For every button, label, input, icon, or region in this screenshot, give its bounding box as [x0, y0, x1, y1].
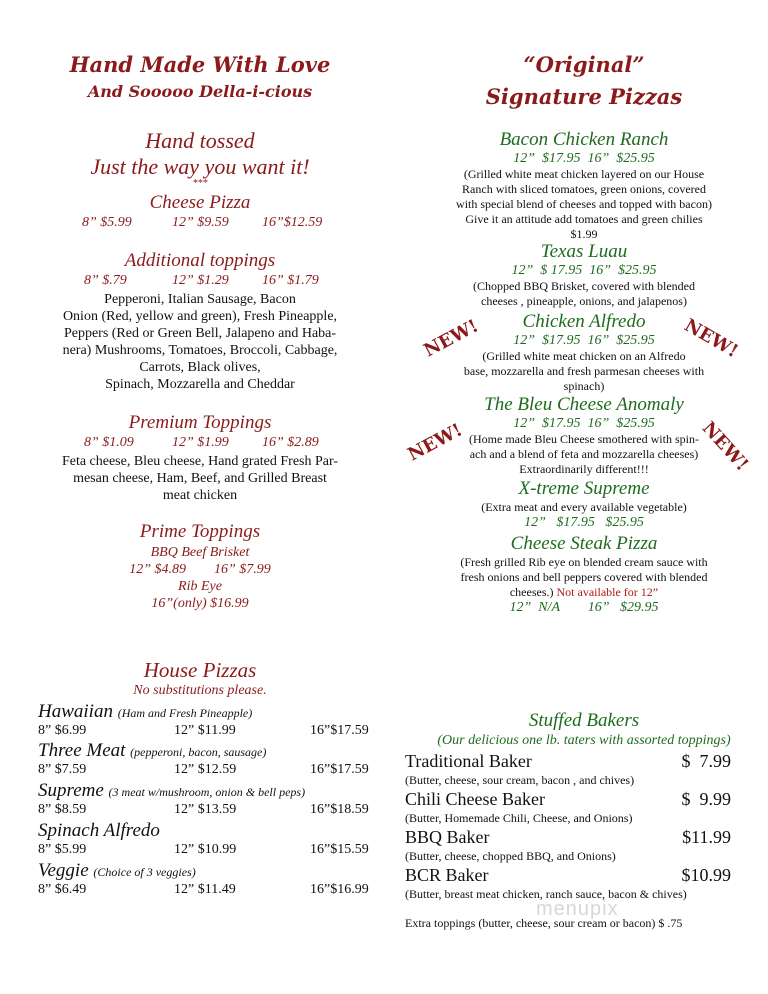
pizza-prices: 12” $17.95 16” $25.95 [513, 416, 655, 431]
premium-line: mesan cheese, Ham, Beef, and Grilled Breast [73, 471, 327, 486]
pizza-availability-note: Not available for 12” [556, 585, 659, 599]
pizza-desc-line: spinach) [563, 379, 605, 393]
house-8-price: 8” $8.59 [38, 802, 87, 817]
premium-8-price: 8” $1.09 [84, 435, 134, 450]
baker-name: BBQ Baker [405, 827, 490, 847]
baker-price: $11.99 [682, 827, 731, 847]
pizza-prices: 12” N/A 16” $29.95 [509, 600, 659, 615]
additional-line: nera) Mushrooms, Tomatoes, Broccoli, Cabbage, [62, 343, 338, 358]
signature-pizza-texas-luau [400, 241, 768, 309]
tagline-1: Hand tossed [145, 128, 255, 153]
house-16-price: 16”$16.99 [310, 882, 369, 897]
premium-toppings-title: Premium Toppings [128, 412, 272, 433]
signature-pizza-cheese-steak [400, 533, 768, 616]
house-12-price: 12” $13.59 [174, 802, 237, 817]
baker-desc: (Butter, cheese, sour cream, bacon , and chives) [405, 773, 635, 787]
additional-8-price: 8” $.79 [84, 273, 127, 288]
pizza-prices: 12” $17.95 $25.95 [524, 515, 644, 530]
house-item-name: Veggie [38, 860, 89, 881]
house-item-name: Supreme [38, 780, 104, 801]
baker-desc: (Butter, cheese, chopped BBQ, and Onions) [405, 849, 616, 863]
pizza-name: The Bleu Cheese Anomaly [484, 394, 684, 415]
prime-item-2-prices: 16”(only) $16.99 [151, 596, 249, 611]
stuffed-bakers-title: Stuffed Bakers [528, 710, 640, 731]
pizza-desc-line: Give it an attitude add tomatoes and green chilies [465, 212, 703, 226]
pizza-prices: 12” $17.95 16” $25.95 [513, 151, 655, 166]
pizza-desc-line: cheeses.) [509, 585, 554, 599]
house-item-desc: (3 meat w/mushroom, onion & bell peps) [108, 785, 306, 799]
cheese-12-price: 12” $9.59 [172, 215, 229, 230]
house-item-name: Hawaiian [38, 701, 113, 722]
cheese-pizza-title: Cheese Pizza [149, 192, 251, 213]
pizza-desc-line: (Fresh grilled Rib eye on blended cream sauce with [460, 555, 708, 569]
house-12-price: 12” $12.59 [174, 762, 237, 777]
pizza-name: Bacon Chicken Ranch [499, 129, 669, 150]
prime-item-1-prices: 12” $4.89 16” $7.99 [129, 562, 271, 577]
additional-16-price: 16” $1.79 [262, 273, 319, 288]
pizza-desc-line: (Grilled white meat chicken layered on our House [463, 167, 705, 181]
premium-line: meat chicken [162, 488, 238, 503]
house-8-price: 8” $6.99 [38, 723, 87, 738]
pizza-name: X-treme Supreme [518, 478, 650, 499]
prime-item-1: BBQ Beef Brisket [150, 545, 250, 560]
house-16-price: 16”$15.59 [310, 842, 369, 857]
additional-line: Onion (Red, yellow and green), Fresh Pineapple, [62, 309, 338, 324]
additional-line: Carrots, Black olives, [139, 360, 261, 375]
pizza-desc-line: Ranch with sliced tomatoes, green onions, covered [462, 182, 706, 196]
bakers-list [405, 751, 731, 903]
house-16-price: 16”$18.59 [310, 802, 369, 817]
prime-toppings-list [0, 544, 400, 612]
pizza-desc-line: Extraordinarily different!!! [519, 462, 649, 476]
additional-line: Pepperoni, Italian Sausage, Bacon [104, 292, 296, 307]
house-item-supreme [38, 780, 378, 820]
baker-desc: (Butter, Homemade Chili, Cheese, and Onions) [405, 811, 633, 825]
pizza-name: Texas Luau [540, 241, 628, 262]
additional-toppings-prices [0, 273, 400, 291]
house-item-desc: (pepperoni, bacon, sausage) [130, 745, 267, 759]
premium-toppings-prices [0, 435, 400, 453]
additional-toppings-title: Additional toppings [124, 250, 276, 271]
baker-name: Chili Cheese Baker [405, 789, 545, 809]
cheese-16-price: 16”$12.59 [262, 215, 323, 230]
premium-toppings-list [0, 453, 400, 504]
pizza-desc-line: (Grilled white meat chicken on an Alfredo [482, 349, 686, 363]
house-item-name: Three Meat [38, 740, 126, 761]
house-12-price: 12” $10.99 [174, 842, 237, 857]
premium-line: Feta cheese, Bleu cheese, Hand grated Fresh Par- [61, 454, 339, 469]
new-badge: NEW! [404, 419, 466, 466]
prime-item-2: Rib Eye [178, 579, 222, 594]
stars-divider: *** [192, 178, 208, 189]
house-8-price: 8” $7.59 [38, 762, 87, 777]
house-item-name: Spinach Alfredo [38, 820, 160, 841]
baker-item [405, 751, 731, 789]
house-12-price: 12” $11.99 [174, 723, 236, 738]
pizza-desc-line: (Home made Bleu Cheese smothered with spin- [469, 432, 699, 446]
tagline-2: Just the way you want it! [90, 154, 310, 179]
pizza-desc-line: base, mozzarella and fresh parmesan cheeses with [463, 364, 705, 378]
pizza-desc-line: $1.99 [570, 227, 598, 241]
house-pizzas-title: House Pizzas [143, 658, 257, 682]
house-8-price: 8” $6.49 [38, 882, 87, 897]
house-item-desc: (Choice of 3 veggies) [93, 865, 196, 879]
pizza-desc-line: ach and a blend of feta and mozzarella cheeses) [469, 447, 699, 461]
house-16-price: 16”$17.59 [310, 723, 369, 738]
baker-name: Traditional Baker [405, 751, 532, 771]
signature-pizza-bacon-chicken-ranch [400, 129, 768, 242]
pizza-desc-line: (Extra meat and every available vegetable) [481, 500, 687, 514]
pizza-desc-line: cheeses , pineapple, onions, and jalapenos) [481, 294, 687, 308]
brand-line-1: Hand Made With Love [69, 52, 331, 77]
baker-desc: (Butter, breast meat chicken, ranch sauce, bacon & chives) [405, 887, 687, 901]
house-8-price: 8” $5.99 [38, 842, 87, 857]
baker-item [405, 789, 731, 827]
new-badge: NEW! [697, 417, 753, 476]
cheese-pizza-prices [0, 215, 400, 233]
signature-heading-1: “Original” [523, 52, 645, 77]
house-item-veggie [38, 860, 378, 900]
new-badge: NEW! [680, 314, 742, 363]
additional-toppings-list [0, 291, 400, 393]
pizza-desc-line: with special blend of cheeses and topped with bacon) [456, 197, 712, 211]
stuffed-bakers-subtitle: (Our delicious one lb. taters with assorted toppings) [437, 733, 731, 748]
pizza-prices: 12” $17.95 16” $25.95 [513, 333, 655, 348]
baker-price: $ 7.99 [681, 751, 731, 771]
house-item-spinach-alfredo [38, 820, 378, 860]
pizza-desc-line: fresh onions and bell peppers covered with blended [460, 570, 708, 584]
additional-line: Spinach, Mozzarella and Cheddar [105, 377, 295, 392]
house-pizzas-subtitle: No substitutions please. [133, 683, 267, 698]
new-badge: NEW! [420, 315, 482, 362]
additional-line: Peppers (Red or Green Bell, Jalapeno and Haba- [63, 326, 337, 341]
house-item-three-meat [38, 740, 378, 780]
signature-heading-2: Signature Pizzas [485, 84, 683, 109]
pizza-name: Cheese Steak Pizza [510, 533, 658, 554]
prime-toppings-title: Prime Toppings [139, 521, 261, 542]
baker-price: $ 9.99 [681, 789, 731, 809]
baker-price: $10.99 [681, 865, 731, 885]
house-item-hawaiian [38, 701, 378, 741]
baker-item [405, 827, 731, 865]
cheese-8-price: 8” $5.99 [82, 215, 132, 230]
menupix-watermark: menupix [536, 898, 619, 920]
signature-pizza-xtreme-supreme [400, 478, 768, 531]
premium-16-price: 16” $2.89 [262, 435, 319, 450]
baker-name: BCR Baker [405, 865, 489, 885]
house-12-price: 12” $11.49 [174, 882, 236, 897]
additional-12-price: 12” $1.29 [172, 273, 229, 288]
pizza-prices: 12” $ 17.95 16” $25.95 [511, 263, 657, 278]
pizza-name: Chicken Alfredo [522, 311, 646, 332]
brand-line-2: And Sooooo Della-i-cious [87, 82, 313, 101]
house-item-desc: (Ham and Fresh Pineapple) [117, 706, 253, 720]
extra-toppings-note: Extra toppings (butter, cheese, sour cream or bacon) $ .75 [405, 916, 683, 930]
house-16-price: 16”$17.59 [310, 762, 369, 777]
pizza-desc-line: (Chopped BBQ Brisket, covered with blended [473, 279, 695, 293]
premium-12-price: 12” $1.99 [172, 435, 229, 450]
